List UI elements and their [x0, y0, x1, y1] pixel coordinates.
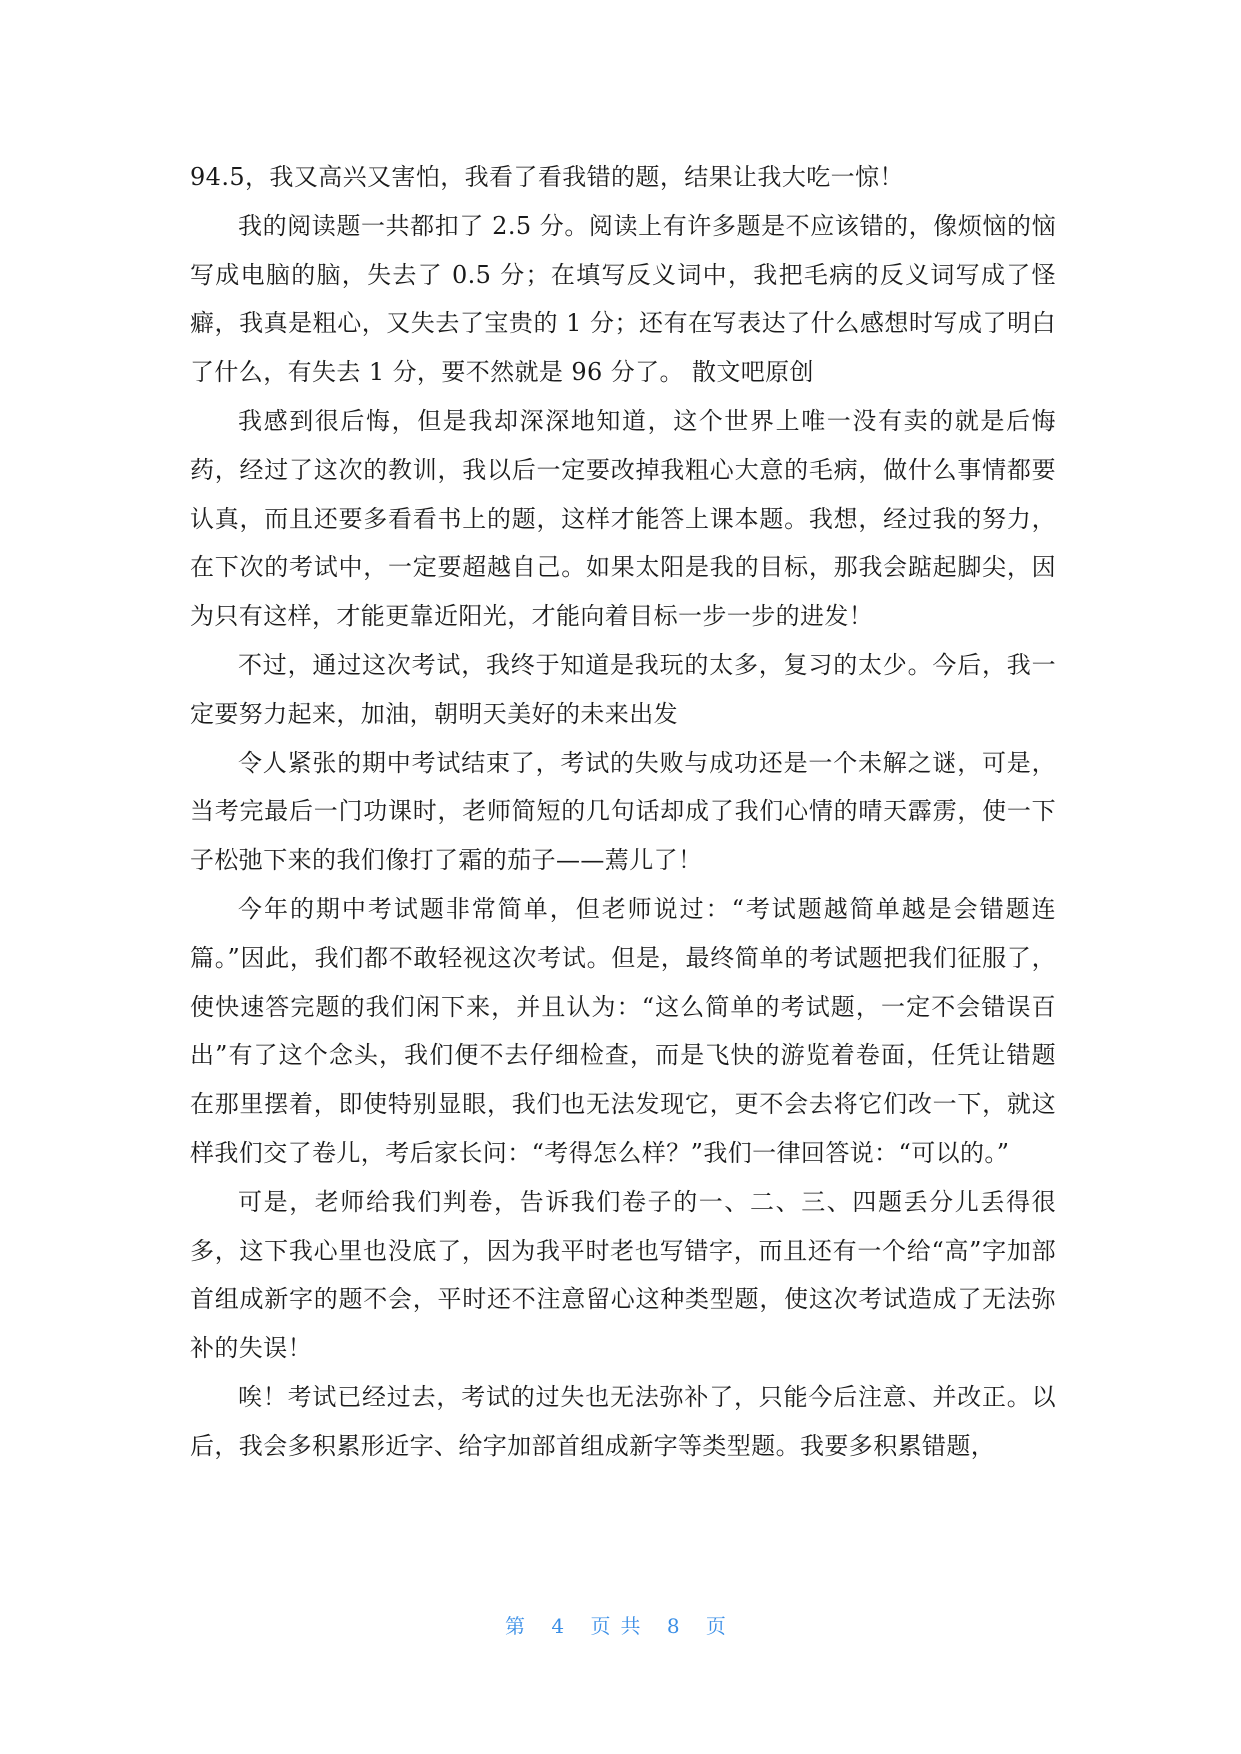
paragraph-2: 我的阅读题一共都扣了 2.5 分。阅读上有许多题是不应该错的，像烦恼的恼写成电脑的脑，失去了 0.5 分；在填写反义词中，我把毛病的反义词写成了怪癖，我真是粗心，又失去了宝贵的 1 分；还有在写表达了什么感想时写成了明白了什么，有失去 1 分，要不然就是 96 分了。 散文吧原创 [190, 211, 1056, 387]
paragraph-1: 94.5，我又高兴又害怕，我看了看我错的题，结果让我大吃一惊！ [190, 163, 904, 191]
paragraph-7: 可是，老师给我们判卷，告诉我们卷子的一、二、三、四题丢分儿丢得很多，这下我心里也没底了，因为我平时老也写错字，而且还有一个给“高”字加部首组成新字的题不会，平时还不注意留心这种类型题，使这次考试造成了无法弥补的失误！ [190, 1187, 1056, 1363]
page-number-footer: 第 4 页共 8 页 [505, 1614, 736, 1638]
document-body [190, 153, 1056, 1471]
paragraph-8: 唉！考试已经过去，考试的过失也无法弥补了，只能今后注意、并改正。以后，我会多积累形近字、给字加部首组成新字等类型题。我要多积累错题， [190, 1382, 1056, 1460]
paragraph-3: 我感到很后悔，但是我却深深地知道，这个世界上唯一没有卖的就是后悔药，经过了这次的教训，我以后一定要改掉我粗心大意的毛病，做什么事情都要认真，而且还要多看看书上的题，这样才能答上课本题。我想，经过我的努力，在下次的考试中，一定要超越自己。如果太阳是我的目标，那我会踮起脚尖，因为只有这样，才能更靠近阳光，才能向着目标一步一步的进发！ [190, 406, 1056, 631]
paragraph-6: 今年的期中考试题非常简单，但老师说过：“考试题越简单越是会错题连篇。”因此，我们都不敢轻视这次考试。但是，最终简单的考试题把我们征服了，使快速答完题的我们闲下来，并且认为：“这么简单的考试题，一定不会错误百出”有了这个念头，我们便不去仔细检查，而是飞快的游览着卷面，任凭让错题在那里摆着，即使特别显眼，我们也无法发现它，更不会去将它们改一下，就这样我们交了卷儿，考后家长问：“考得怎么样？”我们一律回答说：“可以的。” [190, 894, 1056, 1167]
paragraph-5: 令人紧张的期中考试结束了，考试的失败与成功还是一个未解之谜，可是，当考完最后一门功课时，老师简短的几句话却成了我们心情的晴天霹雳，使一下子松弛下来的我们像打了霜的茄子——蔫儿了！ [190, 748, 1056, 875]
paragraph-4: 不过，通过这次考试，我终于知道是我玩的太多，复习的太少。今后，我一定要努力起来，加油，朝明天美好的未来出发 [190, 650, 1056, 728]
